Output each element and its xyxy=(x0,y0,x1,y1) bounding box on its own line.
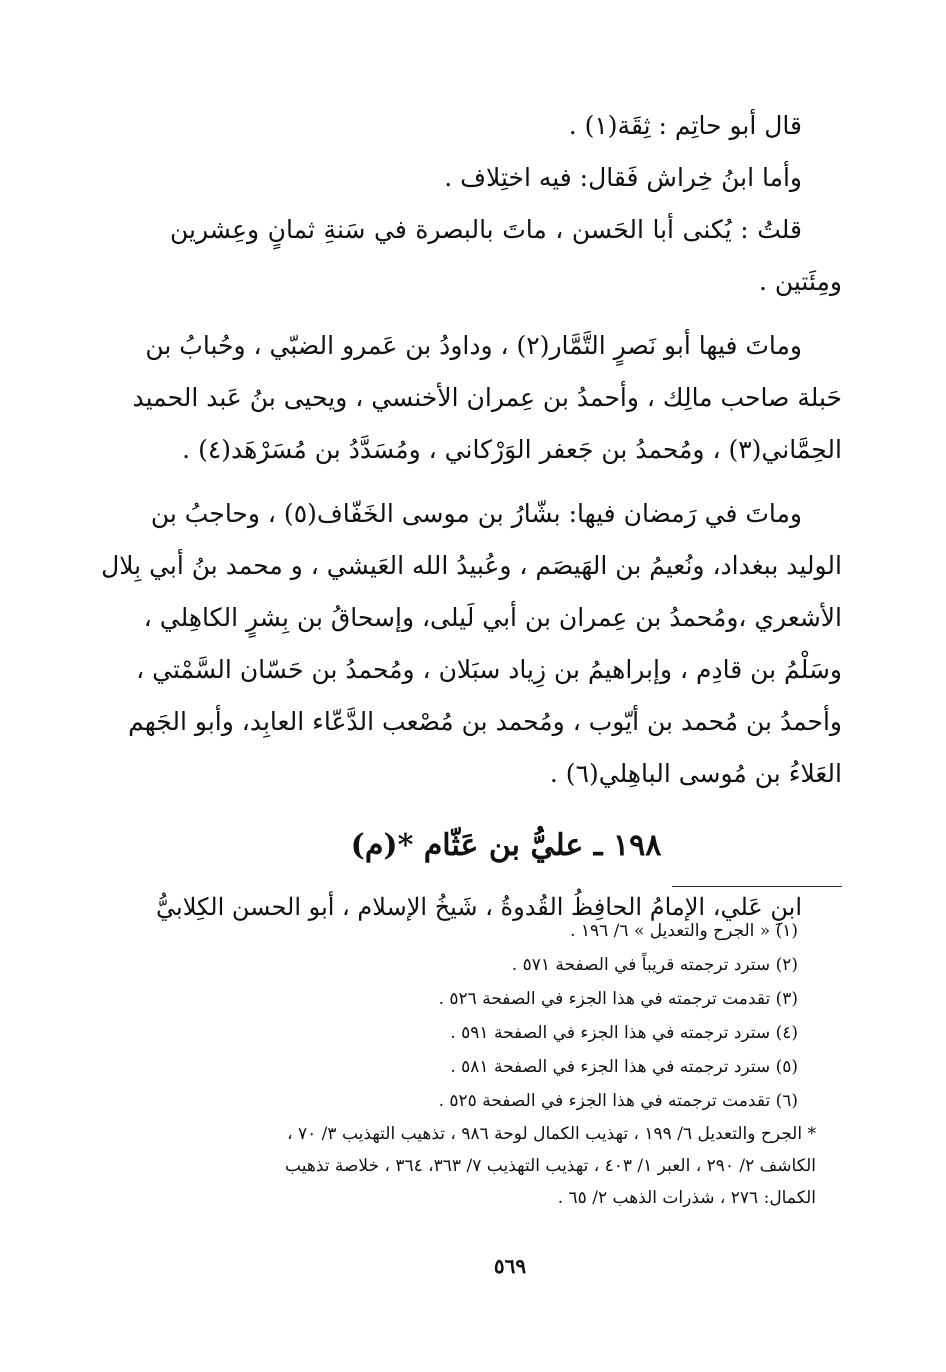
source-references xyxy=(176,1118,816,1214)
footnote: (٦) تقدمت ترجمته في هذا الجزء في الصفحة ٥٢٥ . xyxy=(438,1091,798,1111)
page-number: ٥٦٩ xyxy=(493,1254,527,1278)
footnote: (١) « الجرح والتعديل » ٦/ ١٩٦ . xyxy=(570,921,798,941)
footnote: (٢) سترد ترجمته قريباً في الصفحة ٥٧١ . xyxy=(511,955,798,975)
footnote: (٥) سترد ترجمته في هذا الجزء في الصفحة ٥٨١ . xyxy=(450,1057,798,1077)
text-line: وأحمدُ بن مُحمد بن أيّوب ، ومُحمد بن مُصْعب الدَّعّاء العابِد، وأبو الجَهم xyxy=(128,707,842,736)
source-line: الكمال: ٢٧٦ ، شذرات الذهب ٢/ ٦٥ . xyxy=(557,1188,816,1208)
text-line: قال أبو حاتِم : ثِقَة(١) . xyxy=(568,111,802,140)
entry-heading: ١٩٨ ـ عليُّ بن عَثّام *(م) xyxy=(350,828,662,863)
text-line: الوليد ببغداد، ونُعيمُ بن الهَيصَم ، وعُبيدُ الله العَيشي ، و محمد بنُ أبي بِلال xyxy=(101,551,842,580)
text-line: وماتَ في رَمضان فيها: بشّارُ بن موسى الخَفّاف(٥) ، وحاجبُ بن xyxy=(150,499,802,528)
text-line: وماتَ فيها أبو نَصرٍ التَّمَّار(٢) ، وداودُ بن عَمرو الضبّي ، وحُبابُ بن xyxy=(145,331,802,360)
text-line: الأشعري ،ومُحمدُ بن عِمران بن أبي لَيلى، وإسحاقُ بن بِشرٍ الكاهِلي ، xyxy=(143,603,842,632)
footnotes xyxy=(180,914,798,1118)
source-line: * الجرح والتعديل ٦/ ١٩٩ ، تهذيب الكمال لوحة ٩٨٦ ، تذهيب التهذيب ٣/ ٧٠ ، xyxy=(287,1124,816,1144)
footnote: (٤) سترد ترجمته في هذا الجزء في الصفحة ٥٩١ . xyxy=(450,1023,798,1043)
main-text xyxy=(101,100,842,932)
entry-lead-line: ابنِ عَلي، الإمامُ الحافِظُ القُدوةُ ، شَيخُ الإسلام ، أبو الحسن الكِلابيُّ xyxy=(156,893,802,921)
text-line: ومِئَتين . xyxy=(758,267,842,296)
text-line: وأما ابنُ خِراش فَقال: فيه اختِلاف . xyxy=(444,163,802,192)
text-line: حَبلة صاحب مالِك ، وأحمدُ بن عِمران الأخنسي ، ويحيى بنُ عَبد الحميد xyxy=(132,383,842,412)
text-line: العَلاءُ بن مُوسى الباهِلي(٦) . xyxy=(549,759,842,788)
source-line: الكاشف ٢/ ٢٩٠ ، العبر ١/ ٤٠٣ ، تهذيب التهذيب ٧/ ٣٦٣، ٣٦٤ ، خلاصة تذهيب xyxy=(285,1156,816,1176)
text-line: وسَلْمُ بن قادِم ، وإبراهيمُ بن زِياد سبَلان ، ومُحمدُ بن حَسّان السَّمْتي ، xyxy=(136,655,842,684)
footnote: (٣) تقدمت ترجمته في هذا الجزء في الصفحة ٥٢٦ . xyxy=(438,989,798,1009)
footnote-divider xyxy=(672,886,842,887)
text-line: الحِمَّاني(٣) ، ومُحمدُ بن جَعفر الوَرْكاني ، ومُسَدَّدُ بن مُسَرْهَد(٤) . xyxy=(182,435,842,464)
text-line: قلتُ : يُكنى أبا الحَسن ، ماتَ بالبصرة في سَنةِ ثمانٍ وعِشرين xyxy=(170,215,802,244)
